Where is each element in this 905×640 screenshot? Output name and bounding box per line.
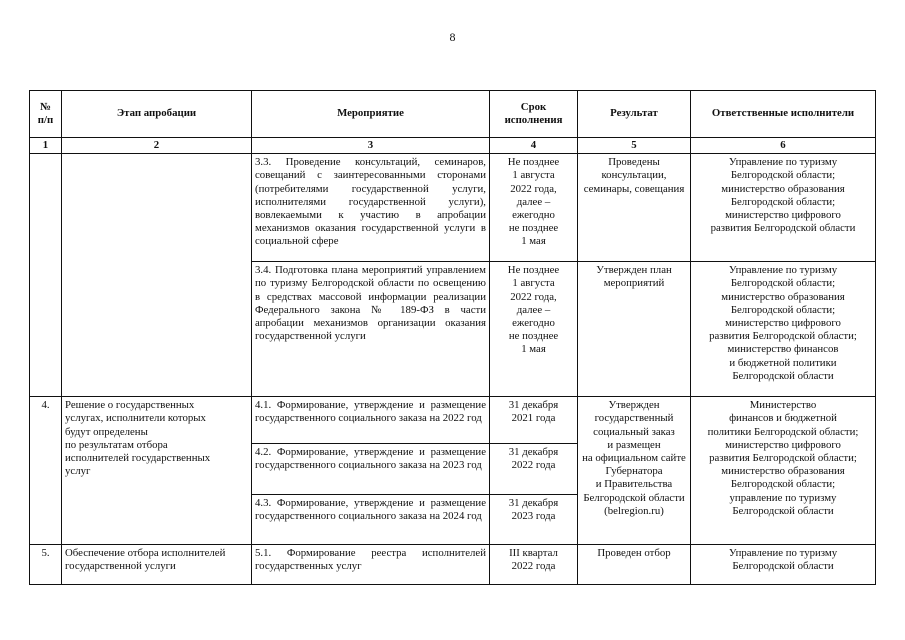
header-result: Результат <box>578 91 691 138</box>
activity-cell: 3.3. Проведение консультаций, семинаров, совещаний с заинтересованными сторонами (потребителями государственной услуги, исполнителями государственной услуги), вовлекаемыми к участию в апробации механизмов оказания государственной услуги в социальной сфере <box>252 154 490 262</box>
responsible-cell: Управление по туризму Белгородской области; министерство образования Белгородской области; министерство цифрового развития Белгородской области <box>691 154 876 262</box>
table-row-5 <box>30 545 876 585</box>
column-number: 2 <box>62 138 252 154</box>
responsible-cell: Управление по туризму Белгородской области; министерство образования Белгородской области; министерство цифрового развития Белгородской области; министерство финансов и бюджетной политики Белгородской области <box>691 262 876 397</box>
column-number: 5 <box>578 138 691 154</box>
result-cell: Утвержден государственный социальный заказ и размещен на официальном сайте Губернатора и Правительства Белгородской области (belregion.ru) <box>578 397 691 545</box>
row-number-cell: 4. <box>30 397 62 545</box>
responsible-cell: Министерство финансов и бюджетной политики Белгородской области; министерство цифрового развития Белгородской области; министерство образования Белгородской области; управление по туризму Белгородской области <box>691 397 876 545</box>
deadline-cell: 31 декабря 2023 года <box>490 495 578 545</box>
page-number: 8 <box>449 30 456 44</box>
header-activity: Мероприятие <box>252 91 490 138</box>
table-row-3-3 <box>30 154 876 262</box>
deadline-cell: 31 декабря 2022 года <box>490 444 578 495</box>
table-row-4-1 <box>30 397 876 444</box>
row-number-cell: 5. <box>30 545 62 585</box>
deadline-cell: 31 декабря 2021 года <box>490 397 578 444</box>
activity-cell: 4.2. Формирование, утверждение и размещение государственного социального заказа на 2023 год <box>252 444 490 495</box>
stage-cell: Обеспечение отбора исполнителей государственной услуги <box>62 545 252 585</box>
result-cell: Утвержден план мероприятий <box>578 262 691 397</box>
activity-cell: 4.1. Формирование, утверждение и размещение государственного социального заказа на 2022 год <box>252 397 490 444</box>
column-number: 1 <box>30 138 62 154</box>
column-number: 4 <box>490 138 578 154</box>
header-stage: Этап апробации <box>62 91 252 138</box>
header-number: № п/п <box>30 91 62 138</box>
empty-stage-cell <box>62 154 252 397</box>
result-cell: Проведены консультации, семинары, совещания <box>578 154 691 262</box>
activity-cell: 4.3. Формирование, утверждение и размещение государственного социального заказа на 2024 год <box>252 495 490 545</box>
approbation-plan-table <box>29 90 876 585</box>
result-cell: Проведен отбор <box>578 545 691 585</box>
empty-number-cell <box>30 154 62 397</box>
column-number-row <box>30 138 876 154</box>
deadline-cell: III квартал 2022 года <box>490 545 578 585</box>
deadline-cell: Не позднее 1 августа 2022 года, далее – ежегодно не позднее 1 мая <box>490 262 578 397</box>
header-responsible: Ответственные исполнители <box>691 91 876 138</box>
responsible-cell: Управление по туризму Белгородской области <box>691 545 876 585</box>
column-number: 6 <box>691 138 876 154</box>
stage-cell: Решение о государственных услугах, исполнители которых будут определены по результатам отбора исполнителей государственных услуг <box>62 397 252 545</box>
header-deadline: Срок исполнения <box>490 91 578 138</box>
deadline-cell: Не позднее 1 августа 2022 года, далее – ежегодно не позднее 1 мая <box>490 154 578 262</box>
header-row <box>30 91 876 138</box>
activity-cell: 5.1. Формирование реестра исполнителей государственных услуг <box>252 545 490 585</box>
activity-cell: 3.4. Подготовка плана мероприятий управлением по туризму Белгородской области по освещению в средствах массовой информации реализации Федерального закона № 189-ФЗ в части апробации механизмов организации оказания государственной услуги <box>252 262 490 397</box>
column-number: 3 <box>252 138 490 154</box>
